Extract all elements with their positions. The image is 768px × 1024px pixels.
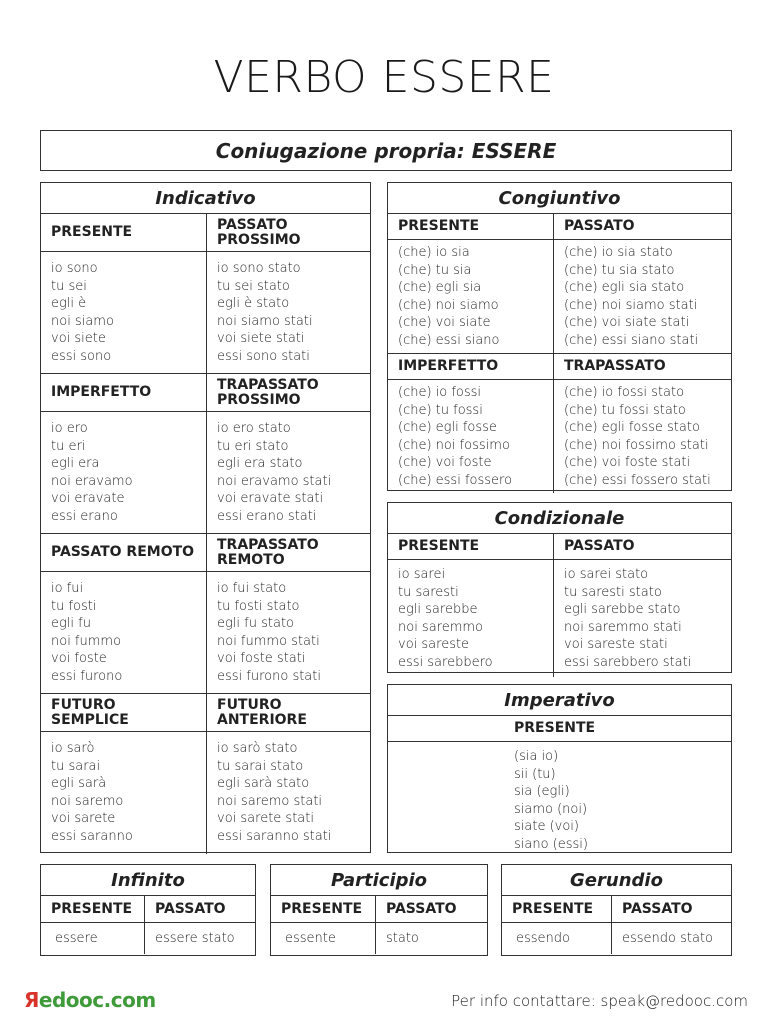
- imperativo-title: Imperativo: [388, 685, 731, 716]
- form-line: (che) tu fossi stato: [564, 402, 686, 418]
- participio-passato-value: stato: [375, 923, 487, 954]
- form-line: essi erano: [51, 508, 118, 524]
- form-line: (che) io sia stato: [564, 245, 673, 260]
- form-line: tu eri stato: [217, 438, 289, 454]
- form-line: voi foste stati: [217, 651, 306, 666]
- form-line: noi eravamo stati: [217, 473, 332, 489]
- form-line: egli è stato: [217, 296, 290, 311]
- form-line: (che) noi siamo stati: [564, 297, 698, 313]
- form-line: egli fu stato: [217, 616, 294, 631]
- compound-tense-forms: [553, 240, 731, 353]
- indicativo-table: [40, 182, 371, 853]
- form-line: (che) tu sia: [398, 262, 472, 278]
- gerundio-presente-header: PRESENTE: [512, 900, 594, 917]
- condizionale-title: Condizionale: [388, 503, 731, 534]
- compound-tense-header: [206, 214, 370, 251]
- form-line: egli è: [51, 296, 87, 311]
- congiuntivo-blocks: [388, 214, 731, 493]
- form-line: siate (voi): [514, 819, 579, 834]
- form-line: (che) egli fosse: [398, 420, 497, 435]
- compound-tense-header: [206, 534, 370, 571]
- form-line: (che) voi siate: [398, 315, 491, 330]
- compound-tense-header: PASSATO: [553, 214, 731, 239]
- form-line: (che) essi siano: [398, 332, 500, 348]
- form-line: essi sarebbero stati: [564, 654, 692, 670]
- form-line: essi furono stati: [217, 668, 321, 684]
- form-line: noi siamo: [51, 313, 114, 329]
- form-line: noi fummo: [51, 633, 122, 649]
- form-line: tu saresti: [398, 584, 459, 600]
- tense-header: PRESENTE: [398, 218, 480, 234]
- form-line: essi saranno stati: [217, 828, 332, 844]
- indicativo-header-row: [41, 374, 370, 412]
- form-line: noi saremo: [51, 793, 124, 809]
- compound-tense-header-line1: FUTURO: [217, 696, 282, 713]
- form-line: egli sarà: [51, 776, 107, 791]
- indicativo-forms-row: [41, 252, 370, 374]
- tense-header: PASSATO REMOTO: [51, 544, 195, 560]
- gerundio-presente-value: essendo: [516, 930, 570, 946]
- compound-tense-header: [206, 694, 370, 731]
- form-line: tu sei: [51, 278, 87, 294]
- form-line: io fui: [51, 581, 84, 596]
- compound-tense-header-line2: REMOTO: [217, 551, 285, 568]
- participio-passato-header: PASSATO: [375, 896, 487, 922]
- form-line: (che) egli fosse stato: [564, 420, 700, 435]
- gerundio-table: [501, 864, 732, 956]
- form-line: (che) io sia: [398, 245, 470, 260]
- form-line: egli era stato: [217, 456, 303, 471]
- congiuntivo-forms-row: [388, 380, 731, 493]
- form-line: io ero: [51, 421, 88, 436]
- participio-title: Participio: [271, 865, 487, 896]
- infinito-presente-header: PRESENTE: [51, 900, 133, 917]
- form-line: voi sareste: [398, 637, 470, 652]
- compound-tense-header-line1: PASSATO: [217, 216, 288, 233]
- compound-tense-header: TRAPASSATO: [553, 354, 731, 379]
- tense-header: IMPERFETTO: [398, 358, 499, 374]
- form-line: essi sono stati: [217, 348, 310, 364]
- gerundio-passato-header: PASSATO: [611, 896, 731, 922]
- form-line: voi foste: [51, 651, 107, 666]
- form-line: io ero stato: [217, 421, 291, 436]
- imperativo-presente-forms: [388, 742, 731, 859]
- form-line: (che) essi siano stati: [564, 332, 699, 348]
- form-line: (che) voi foste stati: [564, 455, 691, 470]
- compound-tense-forms: [206, 572, 370, 693]
- form-line: io sono stato: [217, 261, 301, 276]
- form-line: tu fosti: [51, 598, 97, 614]
- compound-tense-header-line2: ANTERIORE: [217, 711, 307, 728]
- form-line: io fui stato: [217, 581, 287, 596]
- indicativo-header-row: [41, 214, 370, 252]
- condizionale-table: [387, 502, 732, 673]
- form-line: siano (essi): [514, 836, 588, 852]
- gerundio-passato-value: essendo stato: [611, 923, 731, 954]
- infinito-table: [40, 864, 256, 956]
- imperativo-table: [387, 684, 732, 853]
- form-line: (che) essi fossero stati: [564, 472, 711, 488]
- form-line: noi saremo stati: [217, 793, 323, 809]
- form-line: egli sarebbe stato: [564, 602, 681, 617]
- condizionale-forms-row: [388, 560, 731, 677]
- contact-info: Per info contattare: speak@redooc.com: [451, 992, 748, 1010]
- form-line: noi saremmo: [398, 619, 484, 635]
- form-line: io sarei: [398, 567, 446, 582]
- form-line: essi sarebbero: [398, 654, 493, 670]
- form-line: (che) egli sia stato: [564, 280, 685, 295]
- form-line: voi sarete stati: [217, 811, 314, 826]
- tense-header: IMPERFETTO: [51, 384, 152, 400]
- congiuntivo-header-row: [388, 354, 731, 380]
- form-line: tu fosti stato: [217, 598, 300, 614]
- form-line: voi sarete: [51, 811, 116, 826]
- imperativo-forms-row: [388, 742, 731, 859]
- form-line: noi eravamo: [51, 473, 133, 489]
- page-title: VERBO ESSERE: [213, 52, 555, 103]
- form-line: io sono: [51, 261, 98, 276]
- logo-text: edooc.com: [38, 988, 156, 1012]
- infinito-passato-header: PASSATO: [144, 896, 255, 922]
- indicativo-forms-row: [41, 412, 370, 534]
- form-line: tu sei stato: [217, 278, 290, 294]
- participio-table: [270, 864, 488, 956]
- infinito-presente-value: essere: [55, 930, 98, 946]
- form-line: egli era: [51, 456, 100, 471]
- form-line: io sarò stato: [217, 741, 298, 756]
- form-line: (che) egli sia: [398, 280, 482, 295]
- compound-tense-header-line1: TRAPASSATO: [217, 536, 319, 553]
- congiuntivo-forms-row: [388, 240, 731, 354]
- imperativo-header-row: [388, 716, 731, 742]
- participio-header-row: [271, 896, 487, 923]
- infinito-header-row: [41, 896, 255, 923]
- form-line: tu sarai: [51, 758, 101, 774]
- gerundio-title: Gerundio: [502, 865, 731, 896]
- form-line: voi siete: [51, 331, 106, 346]
- gerundio-values-row: [502, 923, 731, 954]
- participio-presente-value: essente: [285, 930, 336, 946]
- form-line: noi saremmo stati: [564, 619, 682, 635]
- indicativo-header-row: [41, 534, 370, 572]
- compound-tense-header-line1: TRAPASSATO: [217, 376, 319, 393]
- form-line: essi saranno: [51, 828, 133, 844]
- form-line: (che) voi siate stati: [564, 315, 690, 330]
- congiuntivo-table: [387, 182, 732, 491]
- indicativo-header-row: [41, 694, 370, 732]
- condizionale-passato-forms: [553, 560, 731, 677]
- compound-tense-header-line2: PROSSIMO: [217, 391, 301, 408]
- form-line: siamo (noi): [514, 801, 588, 817]
- form-line: voi eravate stati: [217, 491, 324, 506]
- form-line: voi sareste stati: [564, 637, 668, 652]
- indicativo-forms-row: [41, 732, 370, 854]
- indicativo-title: Indicativo: [41, 183, 370, 214]
- tense-header: FUTURO SEMPLICE: [51, 696, 129, 728]
- redooc-logo[interactable]: [24, 988, 156, 1012]
- condizionale-passato-header: PASSATO: [553, 534, 731, 559]
- logo-r-mark: Я: [24, 988, 39, 1012]
- congiuntivo-header-row: [388, 214, 731, 240]
- form-line: noi fummo stati: [217, 633, 320, 649]
- condizionale-presente-header: PRESENTE: [398, 538, 480, 554]
- simple-tense-forms: [388, 380, 553, 493]
- form-line: (che) io fossi: [398, 385, 482, 400]
- imperativo-presente-header: PRESENTE: [514, 720, 596, 736]
- simple-tense-forms: [41, 732, 206, 854]
- compound-tense-forms: [206, 412, 370, 533]
- simple-tense-forms: [388, 240, 553, 353]
- gerundio-header-row: [502, 896, 731, 923]
- infinito-passato-value: essere stato: [144, 923, 255, 954]
- form-line: (che) noi siamo: [398, 297, 499, 313]
- form-line: sii (tu): [514, 766, 556, 782]
- form-line: essi erano stati: [217, 508, 317, 524]
- indicativo-blocks: [41, 214, 370, 854]
- compound-tense-header: [206, 374, 370, 411]
- compound-tense-forms: [206, 732, 370, 854]
- form-line: (che) tu fossi: [398, 402, 483, 418]
- form-line: (sia io): [514, 749, 559, 764]
- simple-tense-forms: [41, 572, 206, 693]
- conjugation-banner: Coniugazione propria: ESSERE: [40, 130, 732, 171]
- form-line: (che) noi fossimo: [398, 437, 510, 453]
- condizionale-header-row: [388, 534, 731, 560]
- form-line: egli sarà stato: [217, 776, 310, 791]
- form-line: (che) voi foste: [398, 455, 492, 470]
- compound-tense-forms: [206, 252, 370, 373]
- form-line: egli fu: [51, 616, 91, 631]
- simple-tense-forms: [41, 412, 206, 533]
- form-line: voi siete stati: [217, 331, 305, 346]
- tense-header: PRESENTE: [51, 224, 133, 240]
- form-line: tu saresti stato: [564, 584, 662, 600]
- form-line: (che) io fossi stato: [564, 385, 685, 400]
- participio-presente-header: PRESENTE: [281, 900, 363, 917]
- form-line: noi siamo stati: [217, 313, 313, 329]
- infinito-values-row: [41, 923, 255, 954]
- form-line: (che) essi fossero: [398, 472, 513, 488]
- form-line: (che) tu sia stato: [564, 262, 675, 278]
- form-line: egli sarebbe: [398, 602, 478, 617]
- simple-tense-forms: [41, 252, 206, 373]
- infinito-title: Infinito: [41, 865, 255, 896]
- congiuntivo-title: Congiuntivo: [388, 183, 731, 214]
- condizionale-presente-forms: [388, 560, 553, 677]
- compound-tense-forms: [553, 380, 731, 493]
- participio-values-row: [271, 923, 487, 954]
- indicativo-forms-row: [41, 572, 370, 694]
- form-line: (che) noi fossimo stati: [564, 437, 709, 453]
- form-line: tu eri: [51, 438, 86, 454]
- form-line: voi eravate: [51, 491, 125, 506]
- form-line: io sarò: [51, 741, 95, 756]
- form-line: tu sarai stato: [217, 758, 304, 774]
- form-line: essi sono: [51, 348, 112, 364]
- form-line: io sarei stato: [564, 567, 649, 582]
- form-line: sia (egli): [514, 784, 570, 799]
- compound-tense-header-line2: PROSSIMO: [217, 231, 301, 248]
- form-line: essi furono: [51, 668, 123, 684]
